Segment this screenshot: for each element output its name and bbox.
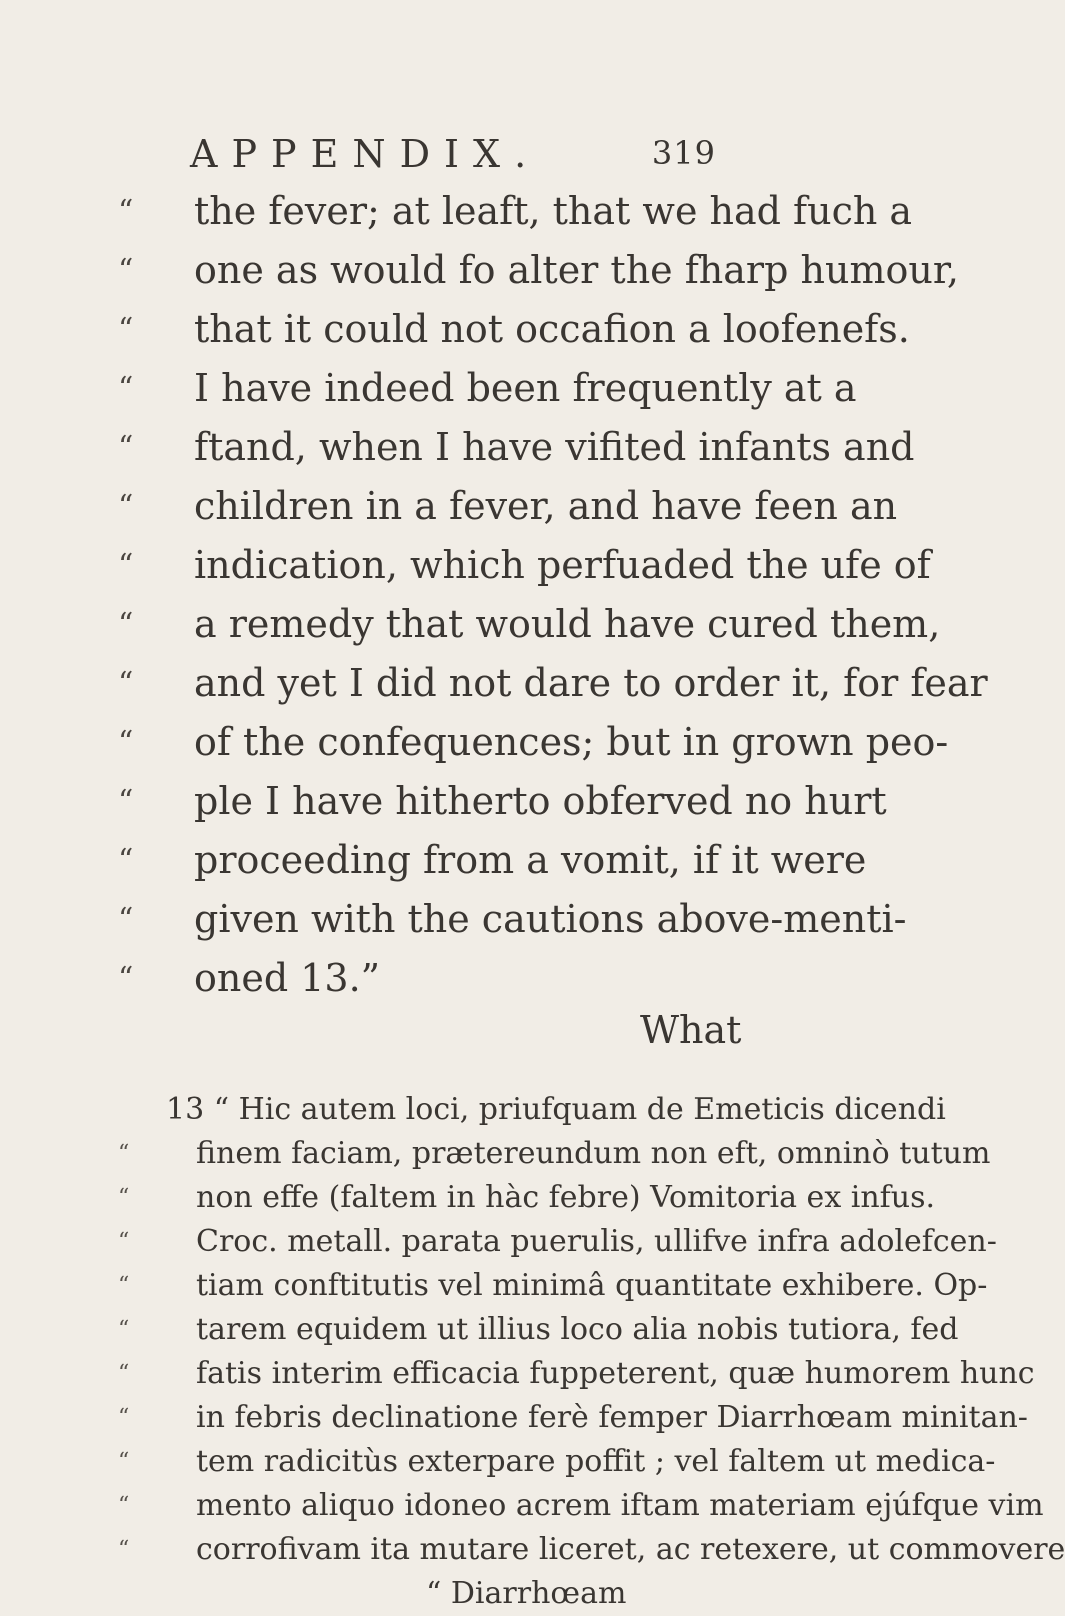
main-text-block [118,182,988,1008]
quote-mark: “ [118,1273,130,1298]
line-text: and yet I did not dare to order it, for fear [194,661,988,705]
quote-mark: “ [118,1537,130,1562]
line-text: oned 13.” [194,956,381,1000]
line-text: fatis interim efficacia fuppeterent, quæ humorem hunc [196,1356,1035,1391]
quote-mark: “ [118,666,134,701]
line-text: non effe (faltem in hàc febre) Vomitoria ex infus. [196,1180,936,1215]
quote-mark: “ [118,1185,130,1210]
line-text: ftand, when I have vifited infants and [194,425,915,469]
footnote-line [118,1528,1065,1572]
line-text: given with the cautions above-menti- [194,897,907,941]
footnote-catchword-line [118,1572,778,1616]
line-text: children in a fever, and have feen an [194,484,898,528]
quote-mark: “ [118,725,134,760]
line-text: one as would fo alter the fharp humour, [194,248,959,292]
text-line [118,713,949,772]
text-line [118,300,910,359]
line-text: mento aliquo idoneo acrem iftam materiam ejúfque vim [196,1488,1044,1523]
footnote-line [118,1396,1028,1440]
line-text: in febris declinatione ferè femper Diarrhœam minitan- [196,1400,1028,1435]
quote-mark: “ [118,843,134,878]
line-text: proceeding from a vomit, if it were [194,838,867,882]
line-text: the fever; at leaft, that we had fuch a [194,189,913,233]
line-text: ple I have hitherto obferved no hurt [194,779,887,823]
page-number: 319 [651,134,716,172]
text-line [118,182,913,241]
line-text: tarem equidem ut illius loco alia nobis tutiora, fed [196,1312,959,1347]
quote-mark: “ [118,902,134,937]
footnote-line [118,1220,997,1264]
page-header [190,132,750,176]
text-line [118,890,907,949]
quote-mark: “ [118,548,134,583]
text-line [118,831,867,890]
running-title: APPENDIX. [190,132,541,176]
text-line [118,536,931,595]
text-line [118,654,988,713]
quote-mark: “ [118,371,134,406]
footnote-line [118,1264,988,1308]
line-text: that it could not occafion a loofenefs. [194,307,910,351]
text-line [118,949,778,1008]
line-text: tem radicitùs exterpare poffit ; vel faltem ut medica- [196,1444,996,1479]
line-text: indication, which perfuaded the ufe of [194,543,931,587]
quote-mark: “ [118,784,134,819]
footnote-line [118,1440,996,1484]
line-text: tiam conftitutis vel minimâ quantitate exhibere. Op- [196,1268,988,1303]
text-line [118,595,941,654]
footnote-line [118,1176,936,1220]
quote-mark: “ [118,312,134,347]
line-text: of the confequences; but in grown peo- [194,720,949,764]
line-text: Croc. metall. parata puerulis, ullifve infra adolefcen- [196,1224,997,1259]
quote-mark: “ [118,1405,130,1430]
footnote-line [118,1484,1044,1528]
footnote-first-line [118,1088,946,1132]
text-line [118,241,959,300]
footnote-line [118,1352,1035,1396]
quote-mark: “ [118,1449,130,1474]
footnote-line [118,1132,991,1176]
text-line [118,418,915,477]
text-line [118,477,898,536]
line-text: finem faciam, prætereundum non eft, omninò tutum [196,1136,991,1171]
line-text: 13 “ Hic autem loci, priufquam de Emeticis dicendi [166,1092,946,1127]
text-line [118,772,887,831]
line-text: I have indeed been frequently at a [194,366,857,410]
quote-mark: “ [118,607,134,642]
footnote-block [118,1088,1065,1616]
text-line [118,359,857,418]
footnote-line [118,1308,959,1352]
quote-mark: “ [118,1361,130,1386]
catchword: What [640,1008,742,1052]
quote-mark: “ [118,253,134,288]
quote-mark: “ [118,1493,130,1518]
line-text: a remedy that would have cured them, [194,602,941,646]
quote-mark: “ [118,489,134,524]
quote-mark: “ [118,1141,130,1166]
quote-mark: “ [118,961,134,996]
quote-mark: “ [118,1317,130,1342]
quote-mark: “ [118,1229,130,1254]
line-text: corrofivam ita mutare liceret, ac retexere, ut commovere [196,1532,1065,1567]
footnote-catchword: “ Diarrhœam [426,1576,627,1611]
quote-mark: “ [118,430,134,465]
quote-mark: “ [118,194,134,229]
